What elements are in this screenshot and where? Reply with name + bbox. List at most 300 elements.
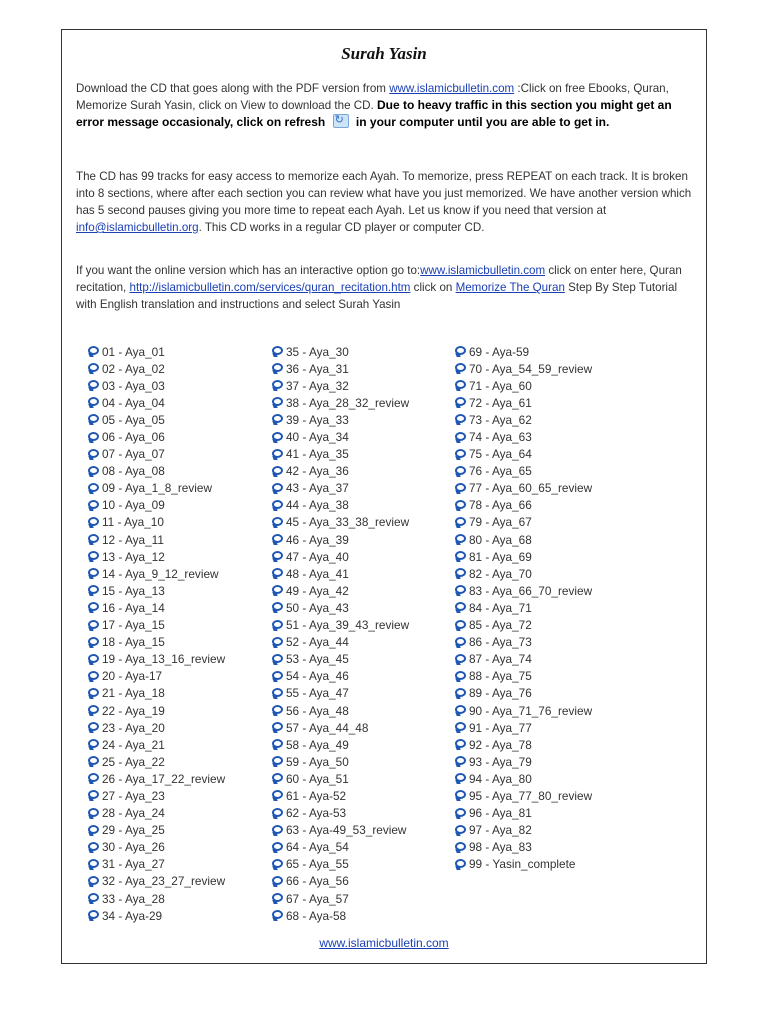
track-label: 69 - Aya-59	[469, 344, 530, 359]
track-item[interactable]	[455, 770, 592, 787]
track-item[interactable]	[455, 839, 592, 856]
track-item[interactable]	[272, 480, 409, 497]
track-label: 39 - Aya_33	[286, 412, 349, 427]
audio-track-icon	[455, 620, 468, 631]
track-item[interactable]	[272, 805, 409, 822]
track-item[interactable]	[272, 411, 409, 428]
audio-track-icon	[88, 808, 101, 819]
track-label: 92 - Aya_78	[469, 737, 532, 752]
track-label: 97 - Aya_82	[469, 823, 532, 838]
track-item[interactable]	[88, 565, 225, 582]
track-item[interactable]	[88, 428, 225, 445]
audio-track-icon	[455, 397, 468, 408]
track-list-column-1	[88, 343, 225, 924]
track-item[interactable]	[455, 736, 592, 753]
track-item[interactable]	[455, 531, 592, 548]
track-item[interactable]	[88, 480, 225, 497]
track-label: 07 - Aya_07	[102, 447, 165, 462]
audio-track-icon	[88, 397, 101, 408]
track-item[interactable]	[88, 463, 225, 480]
traffic-warning-text-2: in your computer until you are able to get in.	[352, 115, 610, 129]
track-label: 23 - Aya_20	[102, 720, 165, 735]
audio-track-icon	[455, 346, 468, 357]
track-item[interactable]	[455, 582, 592, 599]
track-label: 61 - Aya-52	[286, 788, 347, 803]
audio-track-icon	[88, 722, 101, 733]
audio-track-icon	[272, 585, 285, 596]
track-item[interactable]	[455, 856, 592, 873]
audio-track-icon	[272, 568, 285, 579]
audio-track-icon	[455, 671, 468, 682]
track-label: 36 - Aya_31	[286, 361, 349, 376]
audio-track-icon	[272, 363, 285, 374]
track-item[interactable]	[88, 787, 225, 804]
track-item[interactable]	[88, 514, 225, 531]
track-label: 48 - Aya_41	[286, 566, 349, 581]
track-item[interactable]	[272, 873, 409, 890]
audio-track-icon	[88, 466, 101, 477]
track-label: 96 - Aya_81	[469, 806, 532, 821]
audio-track-icon	[272, 773, 285, 784]
track-label: 17 - Aya_15	[102, 618, 165, 633]
audio-track-icon	[272, 517, 285, 528]
track-item[interactable]	[272, 531, 409, 548]
audio-track-icon	[455, 568, 468, 579]
track-item[interactable]	[455, 548, 592, 565]
track-item[interactable]	[88, 873, 225, 890]
track-item[interactable]	[455, 617, 592, 634]
audio-track-icon	[272, 654, 285, 665]
audio-track-icon	[455, 859, 468, 870]
track-label: 78 - Aya_66	[469, 498, 532, 513]
track-item[interactable]	[88, 411, 225, 428]
refresh-icon	[333, 114, 349, 128]
track-label: 66 - Aya_56	[286, 874, 349, 889]
track-label: 33 - Aya_28	[102, 891, 165, 906]
track-item[interactable]	[272, 736, 409, 753]
audio-track-icon	[88, 688, 101, 699]
intro-text-2: :Click on free Ebooks, Quran, Memorize Surah Yasin, click on View to download the CD.	[76, 82, 669, 112]
cd-info-paragraph	[76, 168, 698, 236]
track-item[interactable]	[272, 446, 409, 463]
track-item[interactable]	[88, 343, 225, 360]
track-item[interactable]	[272, 822, 409, 839]
page-title: Surah Yasin	[341, 44, 427, 63]
audio-track-icon	[88, 500, 101, 511]
audio-track-icon	[88, 551, 101, 562]
track-label: 54 - Aya_46	[286, 669, 349, 684]
audio-track-icon	[88, 380, 101, 391]
audio-track-icon	[272, 893, 285, 904]
audio-track-icon	[455, 842, 468, 853]
audio-track-icon	[88, 363, 101, 374]
track-label: 10 - Aya_09	[102, 498, 165, 513]
track-item[interactable]	[272, 787, 409, 804]
audio-track-icon	[88, 449, 101, 460]
audio-track-icon	[272, 790, 285, 801]
track-item[interactable]	[88, 668, 225, 685]
track-item[interactable]	[455, 565, 592, 582]
track-item[interactable]	[272, 753, 409, 770]
audio-track-icon	[88, 637, 101, 648]
audio-track-icon	[272, 380, 285, 391]
track-item[interactable]	[88, 360, 225, 377]
track-item[interactable]	[272, 890, 409, 907]
track-item[interactable]	[272, 856, 409, 873]
track-label: 25 - Aya_22	[102, 754, 165, 769]
document-page	[61, 29, 707, 964]
track-item[interactable]	[272, 617, 409, 634]
intro-text-1: Download the CD that goes along with the PDF version from	[76, 82, 390, 95]
track-item[interactable]	[455, 651, 592, 668]
track-label: 50 - Aya_43	[286, 600, 349, 615]
audio-track-icon	[272, 551, 285, 562]
track-item[interactable]	[455, 668, 592, 685]
track-item[interactable]	[88, 548, 225, 565]
audio-track-icon	[455, 551, 468, 562]
track-label: 80 - Aya_68	[469, 532, 532, 547]
track-label: 08 - Aya_08	[102, 464, 165, 479]
audio-track-icon	[272, 705, 285, 716]
audio-track-icon	[88, 346, 101, 357]
track-item[interactable]	[455, 428, 592, 445]
track-item[interactable]	[272, 548, 409, 565]
audio-track-icon	[272, 637, 285, 648]
track-item[interactable]	[88, 770, 225, 787]
track-item[interactable]	[272, 839, 409, 856]
audio-track-icon	[272, 483, 285, 494]
track-item[interactable]	[88, 651, 225, 668]
audio-track-icon	[455, 414, 468, 425]
track-label: 03 - Aya_03	[102, 378, 165, 393]
track-label: 67 - Aya_57	[286, 891, 349, 906]
track-item[interactable]	[272, 463, 409, 480]
track-item[interactable]	[88, 446, 225, 463]
footer-link[interactable]: www.islamicbulletin.com	[319, 936, 449, 950]
track-label: 06 - Aya_06	[102, 430, 165, 445]
track-label: 88 - Aya_75	[469, 669, 532, 684]
track-item[interactable]	[272, 343, 409, 360]
audio-track-icon	[272, 842, 285, 853]
track-label: 41 - Aya_35	[286, 447, 349, 462]
track-label: 62 - Aya-53	[286, 806, 347, 821]
online-text-2: click on enter here, Quran recitation,	[76, 264, 682, 294]
track-label: 60 - Aya_51	[286, 771, 349, 786]
audio-track-icon	[88, 671, 101, 682]
track-item[interactable]	[88, 599, 225, 616]
track-item[interactable]	[272, 497, 409, 514]
audio-track-icon	[272, 397, 285, 408]
track-item[interactable]	[88, 617, 225, 634]
track-label: 29 - Aya_25	[102, 823, 165, 838]
audio-track-icon	[455, 449, 468, 460]
track-label: 83 - Aya_66_70_review	[469, 583, 593, 598]
track-item[interactable]	[88, 685, 225, 702]
audio-track-icon	[88, 414, 101, 425]
audio-track-icon	[272, 346, 285, 357]
track-item[interactable]	[455, 685, 592, 702]
audio-track-icon	[272, 534, 285, 545]
audio-track-icon	[455, 773, 468, 784]
track-item[interactable]	[88, 753, 225, 770]
audio-track-icon	[455, 602, 468, 613]
track-label: 34 - Aya-29	[102, 908, 163, 923]
audio-track-icon	[272, 500, 285, 511]
track-label: 75 - Aya_64	[469, 447, 532, 462]
track-item[interactable]	[272, 514, 409, 531]
track-label: 22 - Aya_19	[102, 703, 165, 718]
traffic-warning-text-1: Due to heavy traffic in this section you might get an error message occasionaly, click on refresh	[76, 98, 672, 129]
track-item[interactable]	[272, 394, 409, 411]
track-list-column-3	[455, 343, 592, 873]
track-label: 93 - Aya_79	[469, 754, 532, 769]
track-label: 42 - Aya_36	[286, 464, 349, 479]
audio-track-icon	[88, 859, 101, 870]
track-label: 19 - Aya_13_16_review	[102, 652, 226, 667]
memorize-quran-link[interactable]: Memorize The Quran	[455, 281, 565, 294]
track-label: 99 - Yasin_complete	[469, 857, 576, 872]
track-item[interactable]	[272, 565, 409, 582]
audio-track-icon	[88, 705, 101, 716]
track-label: 13 - Aya_12	[102, 549, 165, 564]
track-label: 47 - Aya_40	[286, 549, 349, 564]
track-item[interactable]	[455, 446, 592, 463]
track-item[interactable]	[272, 702, 409, 719]
track-label: 43 - Aya_37	[286, 481, 349, 496]
track-item[interactable]	[455, 463, 592, 480]
track-label: 38 - Aya_28_32_review	[286, 395, 410, 410]
track-label: 44 - Aya_38	[286, 498, 349, 513]
track-label: 18 - Aya_15	[102, 635, 165, 650]
track-item[interactable]	[272, 668, 409, 685]
quran-recitation-link[interactable]: http://islamicbulletin.com/services/quran_recitation.htm	[129, 281, 411, 294]
track-item[interactable]	[88, 377, 225, 394]
track-item[interactable]	[272, 599, 409, 616]
track-label: 74 - Aya_63	[469, 430, 532, 445]
audio-track-icon	[272, 620, 285, 631]
audio-track-icon	[272, 602, 285, 613]
track-item[interactable]	[455, 343, 592, 360]
track-item[interactable]	[272, 634, 409, 651]
audio-track-icon	[88, 773, 101, 784]
track-item[interactable]	[88, 702, 225, 719]
audio-track-icon	[88, 825, 101, 836]
track-item[interactable]	[455, 787, 592, 804]
audio-track-icon	[455, 585, 468, 596]
track-item[interactable]	[455, 822, 592, 839]
track-label: 90 - Aya_71_76_review	[469, 703, 593, 718]
track-label: 76 - Aya_65	[469, 464, 532, 479]
track-item[interactable]	[272, 719, 409, 736]
audio-track-icon	[88, 517, 101, 528]
track-item[interactable]	[88, 582, 225, 599]
track-item[interactable]	[88, 497, 225, 514]
track-label: 31 - Aya_27	[102, 857, 165, 872]
audio-track-icon	[455, 500, 468, 511]
email-link[interactable]: info@islamicbulletin.org	[76, 221, 199, 234]
track-label: 79 - Aya_67	[469, 515, 532, 530]
track-label: 71 - Aya_60	[469, 378, 532, 393]
audio-track-icon	[88, 910, 101, 921]
audio-track-icon	[88, 585, 101, 596]
track-item[interactable]	[88, 719, 225, 736]
track-item[interactable]	[272, 360, 409, 377]
audio-track-icon	[88, 483, 101, 494]
track-item[interactable]	[455, 805, 592, 822]
track-item[interactable]	[272, 582, 409, 599]
track-item[interactable]	[455, 599, 592, 616]
track-item[interactable]	[272, 770, 409, 787]
track-item[interactable]	[272, 377, 409, 394]
audio-track-icon	[455, 688, 468, 699]
track-label: 52 - Aya_44	[286, 635, 349, 650]
track-label: 02 - Aya_02	[102, 361, 165, 376]
track-label: 30 - Aya_26	[102, 840, 165, 855]
audio-track-icon	[455, 432, 468, 443]
audio-track-icon	[88, 654, 101, 665]
audio-track-icon	[272, 449, 285, 460]
track-label: 55 - Aya_47	[286, 686, 349, 701]
track-item[interactable]	[455, 702, 592, 719]
track-label: 87 - Aya_74	[469, 652, 532, 667]
track-item[interactable]	[455, 360, 592, 377]
track-item[interactable]	[455, 514, 592, 531]
track-label: 28 - Aya_24	[102, 806, 165, 821]
online-text-4: Step By Step Tutorial with English translation and instructions and select Surah Yasin	[76, 281, 678, 311]
track-item[interactable]	[88, 907, 225, 924]
track-label: 21 - Aya_18	[102, 686, 165, 701]
track-item[interactable]	[272, 907, 409, 924]
track-item[interactable]	[455, 634, 592, 651]
audio-track-icon	[272, 688, 285, 699]
track-label: 95 - Aya_77_80_review	[469, 788, 593, 803]
track-item[interactable]	[455, 719, 592, 736]
audio-track-icon	[272, 466, 285, 477]
audio-track-icon	[455, 380, 468, 391]
track-label: 53 - Aya_45	[286, 652, 349, 667]
audio-track-icon	[88, 620, 101, 631]
audio-track-icon	[272, 722, 285, 733]
track-label: 05 - Aya_05	[102, 412, 165, 427]
audio-track-icon	[455, 517, 468, 528]
online-text-1: If you want the online version which has an interactive option go to:	[76, 264, 421, 277]
track-label: 20 - Aya-17	[102, 669, 163, 684]
track-item[interactable]	[88, 890, 225, 907]
track-label: 85 - Aya_72	[469, 618, 532, 633]
track-label: 73 - Aya_62	[469, 412, 532, 427]
track-label: 15 - Aya_13	[102, 583, 165, 598]
track-item[interactable]	[88, 531, 225, 548]
audio-track-icon	[88, 756, 101, 767]
track-label: 98 - Aya_83	[469, 840, 532, 855]
track-label: 84 - Aya_71	[469, 600, 532, 615]
audio-track-icon	[272, 739, 285, 750]
audio-track-icon	[88, 876, 101, 887]
track-label: 58 - Aya_49	[286, 737, 349, 752]
audio-track-icon	[272, 876, 285, 887]
footer	[62, 936, 706, 950]
audio-track-icon	[88, 842, 101, 853]
track-label: 32 - Aya_23_27_review	[102, 874, 226, 889]
track-item[interactable]	[455, 377, 592, 394]
track-item[interactable]	[88, 856, 225, 873]
audio-track-icon	[88, 790, 101, 801]
track-label: 49 - Aya_42	[286, 583, 349, 598]
track-label: 70 - Aya_54_59_review	[469, 361, 593, 376]
audio-track-icon	[88, 568, 101, 579]
track-label: 86 - Aya_73	[469, 635, 532, 650]
track-label: 77 - Aya_60_65_review	[469, 481, 593, 496]
track-item[interactable]	[88, 805, 225, 822]
audio-track-icon	[88, 534, 101, 545]
track-label: 94 - Aya_80	[469, 771, 532, 786]
track-item[interactable]	[88, 634, 225, 651]
track-label: 09 - Aya_1_8_review	[102, 481, 212, 496]
track-label: 51 - Aya_39_43_review	[286, 618, 410, 633]
audio-track-icon	[272, 825, 285, 836]
track-label: 89 - Aya_76	[469, 686, 532, 701]
online-version-paragraph	[76, 262, 698, 313]
track-item[interactable]	[455, 753, 592, 770]
track-item[interactable]	[455, 394, 592, 411]
track-item[interactable]	[455, 411, 592, 428]
audio-track-icon	[455, 654, 468, 665]
track-label: 40 - Aya_34	[286, 430, 349, 445]
track-item[interactable]	[272, 685, 409, 702]
track-item[interactable]	[272, 428, 409, 445]
track-label: 82 - Aya_70	[469, 566, 532, 581]
track-label: 72 - Aya_61	[469, 395, 532, 410]
track-label: 56 - Aya_48	[286, 703, 349, 718]
track-item[interactable]	[88, 394, 225, 411]
audio-track-icon	[272, 432, 285, 443]
track-label: 26 - Aya_17_22_review	[102, 771, 226, 786]
track-item[interactable]	[455, 480, 592, 497]
track-item[interactable]	[88, 736, 225, 753]
audio-track-icon	[272, 671, 285, 682]
audio-track-icon	[88, 602, 101, 613]
track-item[interactable]	[455, 497, 592, 514]
islamicbulletin-link[interactable]: www.islamicbulletin.com	[389, 82, 515, 95]
audio-track-icon	[455, 722, 468, 733]
online-text-3: click on	[410, 281, 456, 294]
audio-track-icon	[272, 910, 285, 921]
track-label: 01 - Aya_01	[102, 344, 165, 359]
audio-track-icon	[455, 483, 468, 494]
audio-track-icon	[455, 790, 468, 801]
audio-track-icon	[272, 808, 285, 819]
track-label: 14 - Aya_9_12_review	[102, 566, 219, 581]
track-label: 16 - Aya_14	[102, 600, 165, 615]
track-label: 04 - Aya_04	[102, 395, 165, 410]
track-item[interactable]	[88, 822, 225, 839]
intro-paragraph	[76, 80, 698, 131]
track-label: 12 - Aya_11	[102, 532, 164, 547]
audio-track-icon	[88, 739, 101, 750]
track-item[interactable]	[88, 839, 225, 856]
track-label: 46 - Aya_39	[286, 532, 349, 547]
audio-track-icon	[455, 756, 468, 767]
audio-track-icon	[272, 414, 285, 425]
islamicbulletin-link-2[interactable]: www.islamicbulletin.com	[420, 264, 546, 277]
track-label: 37 - Aya_32	[286, 378, 349, 393]
audio-track-icon	[88, 432, 101, 443]
track-label: 59 - Aya_50	[286, 754, 349, 769]
track-label: 63 - Aya-49_53_review	[286, 823, 407, 838]
audio-track-icon	[455, 705, 468, 716]
track-item[interactable]	[272, 651, 409, 668]
track-label: 68 - Aya-58	[286, 908, 347, 923]
